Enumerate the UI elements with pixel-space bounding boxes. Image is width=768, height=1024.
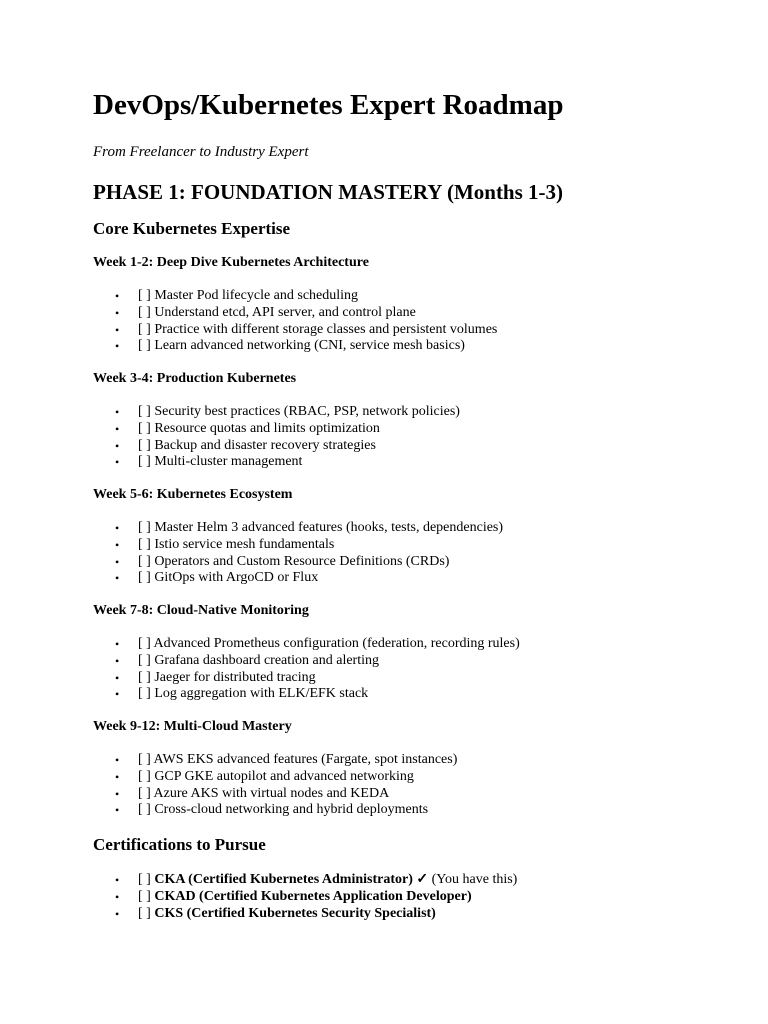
bullet-icon: • [115,571,120,586]
task-list-item [115,652,708,670]
task-text: [ ] Operators and Custom Resource Definitions (CRDs) [138,553,450,569]
bullet-icon: • [115,873,120,887]
task-text: [ ] Grafana dashboard creation and alerting [138,652,379,668]
task-text: [ ] Resource quotas and limits optimization [138,420,380,436]
task-list-item [115,636,708,653]
certification-item [115,905,708,923]
task-text: [ ] Azure AKS with virtual nodes and KEDA [138,785,390,801]
week-heading: Week 5-6: Kubernetes Ecosystem [93,487,293,502]
bullet-icon: • [115,786,120,801]
checkbox-text: [ ] [138,872,151,887]
certification-name: CKA (Certified Kubernetes Administrator) ✓ [154,872,429,887]
certification-name: CKAD (Certified Kubernetes Application Developer) [154,888,472,904]
checkbox-text: [ ] [138,888,151,904]
task-text: [ ] GitOps with ArgoCD or Flux [138,570,319,586]
bullet-icon: • [115,405,120,419]
task-text: [ ] Multi-cluster management [138,454,303,470]
week-task-list [93,636,708,703]
week-task-list [93,520,708,587]
task-text: [ ] Master Helm 3 advanced features (hooks, tests, dependencies) [138,520,504,535]
task-text: [ ] Master Pod lifecycle and scheduling [138,288,359,303]
certification-item [115,872,708,889]
task-text: [ ] Backup and disaster recovery strategies [138,437,376,453]
bullet-icon: • [115,753,120,767]
task-text: [ ] Log aggregation with ELK/EFK stack [138,686,369,702]
task-text: [ ] GCP GKE autopilot and advanced networking [138,768,414,784]
certifications-heading: Certifications to Pursue [93,835,266,854]
week-heading: Week 3-4: Production Kubernetes [93,371,297,386]
task-list-item [115,404,708,421]
task-text: [ ] Understand etcd, API server, and control plane [138,304,416,320]
week-task-list [93,288,708,355]
week-heading: Week 1-2: Deep Dive Kubernetes Architecture [93,255,369,270]
task-text: [ ] Advanced Prometheus configuration (federation, recording rules) [138,636,520,651]
week-heading: Week 9-12: Multi-Cloud Mastery [93,719,292,734]
task-list-item [115,570,708,587]
task-list-item [115,454,708,471]
week-heading: Week 7-8: Cloud-Native Monitoring [93,603,309,618]
checkbox-text: [ ] [138,905,151,921]
task-list-item [115,520,708,537]
week-task-list [93,404,708,471]
bullet-icon: • [115,637,120,651]
task-text: [ ] Practice with different storage classes and persistent volumes [138,321,498,337]
task-list-item [115,437,708,455]
certification-item [115,888,708,906]
certification-note: (You have this) [431,872,518,887]
task-list-item [115,752,708,769]
bullet-icon: • [115,421,120,436]
bullet-icon: • [115,438,120,453]
bullet-icon: • [115,537,120,552]
task-list-item [115,304,708,322]
document-title: DevOps/Kubernetes Expert Roadmap [93,89,564,121]
bullet-icon: • [115,521,120,535]
task-list-item [115,669,708,687]
certifications-section [93,835,708,922]
task-text: [ ] Learn advanced networking (CNI, service mesh basics) [138,338,465,354]
task-list-item [115,321,708,339]
bullet-icon: • [115,653,120,668]
task-text: [ ] Cross-cloud networking and hybrid deployments [138,802,429,818]
certifications-list [93,872,708,922]
task-list-item [115,420,708,438]
phase-heading: PHASE 1: FOUNDATION MASTERY (Months 1-3) [93,180,564,204]
bullet-icon: • [115,889,120,904]
document-subtitle: From Freelancer to Industry Expert [93,144,309,160]
task-text: [ ] Istio service mesh fundamentals [138,536,335,552]
task-list-item [115,536,708,554]
certification-name: CKS (Certified Kubernetes Security Specialist) [154,905,436,921]
task-text: [ ] AWS EKS advanced features (Fargate, spot instances) [138,752,458,767]
bullet-icon: • [115,455,120,470]
bullet-icon: • [115,339,120,354]
bullet-icon: • [115,906,120,921]
task-list-item [115,686,708,703]
bullet-icon: • [115,305,120,320]
bullet-icon: • [115,322,120,337]
core-section-heading: Core Kubernetes Expertise [93,219,291,238]
task-list-item [115,553,708,571]
task-text: [ ] Jaeger for distributed tracing [138,669,316,685]
weeks-container [93,254,708,819]
bullet-icon: • [115,670,120,685]
bullet-icon: • [115,769,120,784]
bullet-icon: • [115,289,120,303]
bullet-icon: • [115,803,120,818]
task-list-item [115,768,708,786]
task-list-item [115,785,708,803]
task-text: [ ] Security best practices (RBAC, PSP, network policies) [138,404,460,419]
task-list-item [115,288,708,305]
task-list-item [115,802,708,819]
task-list-item [115,338,708,355]
week-task-list [93,752,708,819]
bullet-icon: • [115,554,120,569]
bullet-icon: • [115,687,120,702]
